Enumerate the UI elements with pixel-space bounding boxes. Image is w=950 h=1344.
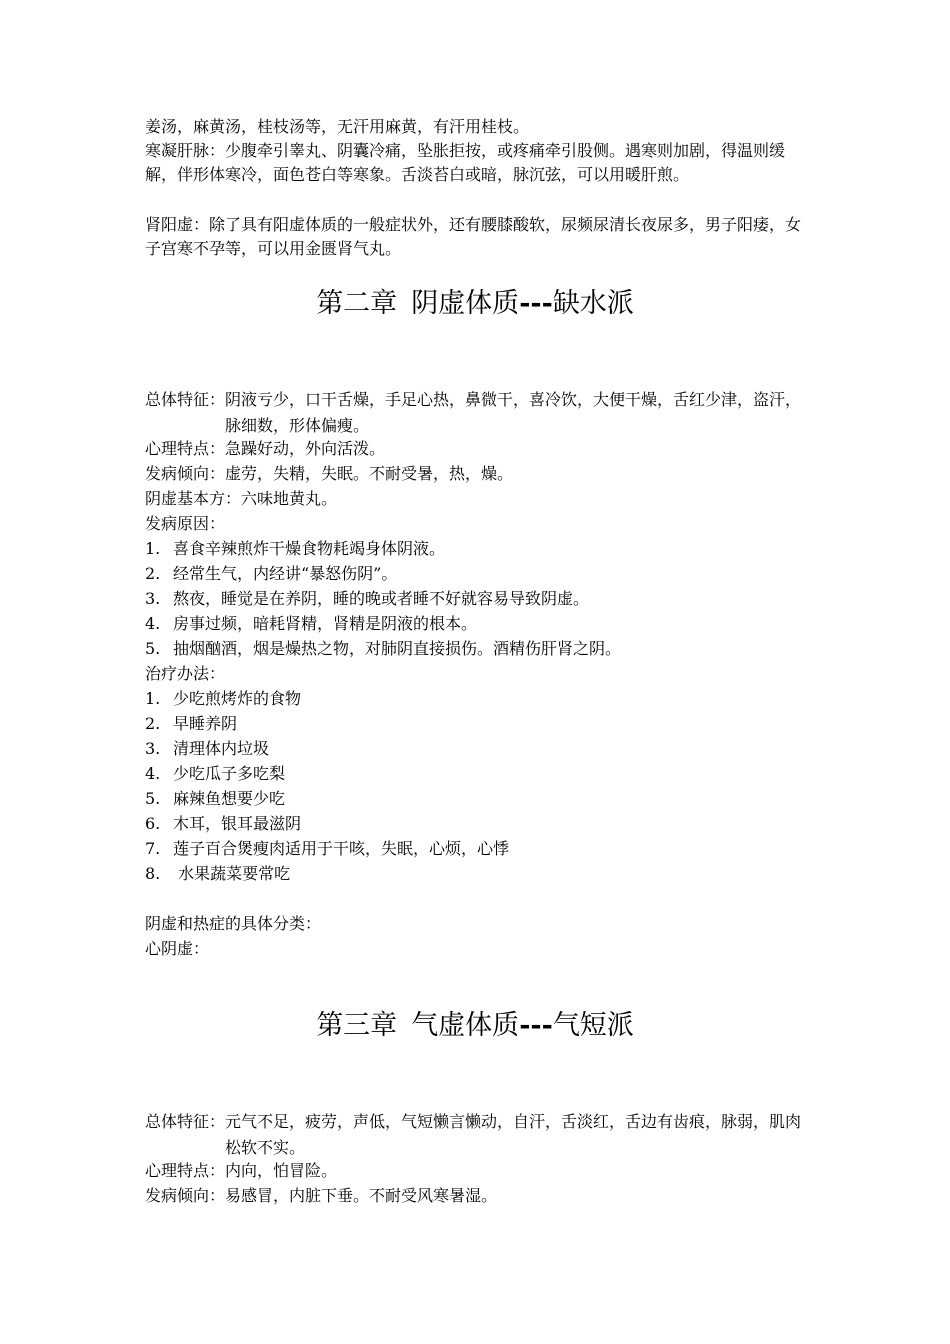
chapter-2-tendency: 发病倾向：虚劳，失精，失眠。不耐受暑，热，燥。 [145,464,514,483]
chapter-2-type: 阴虚体质 [411,288,520,319]
chapter-2-dashes: --- [519,288,553,319]
chapter-3-type: 气虚体质 [411,1010,520,1041]
list-item: 7. 莲子百合煲瘦肉适用于干咳，失眠，心烦，心悸 [145,839,510,858]
chapter-3-number: 第三章 [316,1010,398,1041]
list-item: 3. 清理体内垃圾 [145,739,270,758]
paragraph-hanning-ganmai: 寒凝肝脉：少腹牵引睾丸、阴囊冷痛，坠胀拒按，或疼痛牵引股侧。遇寒则加剧，得温则缓解，伴形体寒冷，面色苍白等寒象。舌淡苔白或暗，脉沉弦，可以用暖肝煎。 [145,141,786,184]
list-item: 1. 少吃煎烤炸的食物 [145,689,302,708]
list-item: 2. 早睡养阴 [145,714,238,733]
chapter-3-nickname: 气短派 [552,1010,634,1041]
list-item: 5. 抽烟酗酒，烟是燥热之物，对肺阴直接损伤。酒精伤肝肾之阴。 [145,639,622,658]
chapter-3-dashes: --- [519,1010,553,1041]
overall-text: 阴液亏少，口干舌燥，手足心热，鼻微干，喜冷饮，大便干燥，舌红少津，盗汗，脉细数，形体偏瘦。 [225,390,802,435]
chapter-3-tendency: 发病倾向：易感冒，内脏下垂。不耐受风寒暑湿。 [145,1186,498,1205]
paragraph-shen-yang-xu: 肾阳虚：除了具有阳虚体质的一般症状外，还有腰膝酸软，尿频尿清长夜尿多，男子阳痿，女子宫寒不孕等，可以用金匮肾气丸。 [145,215,802,258]
overall-text: 元气不足，疲劳，声低，气短懒言懒动，自汗，舌淡红，舌边有齿痕，脉弱，肌肉松软不实。 [225,1112,802,1157]
list-item: 4. 少吃瓜子多吃梨 [145,764,286,783]
list-item: 2. 经常生气，内经讲“暴怒伤阴”。 [145,564,398,583]
chapter-2-psych: 心理特点：急躁好动，外向活泼。 [145,439,386,458]
overall-label: 总体特征： [145,390,226,409]
list-item: 1. 喜食辛辣煎炸干燥食物耗竭身体阴液。 [145,539,446,558]
overall-label: 总体特征： [145,1112,226,1131]
classification-heading: 阴虚和热症的具体分类： [145,914,322,933]
list-item: 4. 房事过频，暗耗肾精，肾精是阴液的根本。 [145,614,478,633]
chapter-3-overall [145,1109,810,1161]
chapter-2-nickname: 缺水派 [552,288,634,319]
chapter-3-title [0,1006,950,1046]
list-item: 8. 水果蔬菜要常吃 [145,864,291,883]
intro-line: 姜汤，麻黄汤，桂枝汤等，无汗用麻黄，有汗用桂枝。 [145,117,530,136]
heart-yin-heading: 心阴虚： [145,939,210,958]
chapter-2-overall [145,387,810,439]
chapter-2-title [0,284,950,324]
list-item: 5. 麻辣鱼想要少吃 [145,789,286,808]
treatment-heading: 治疗办法： [145,664,226,683]
list-item: 6. 木耳，银耳最滋阴 [145,814,302,833]
chapter-2-number: 第二章 [316,288,398,319]
chapter-2-basic-formula: 阴虚基本方：六味地黄丸。 [145,489,338,508]
causes-heading: 发病原因： [145,514,226,533]
list-item: 3. 熬夜，睡觉是在养阴，睡的晚或者睡不好就容易导致阴虚。 [145,589,590,608]
chapter-3-psych: 心理特点：内向，怕冒险。 [145,1161,338,1180]
